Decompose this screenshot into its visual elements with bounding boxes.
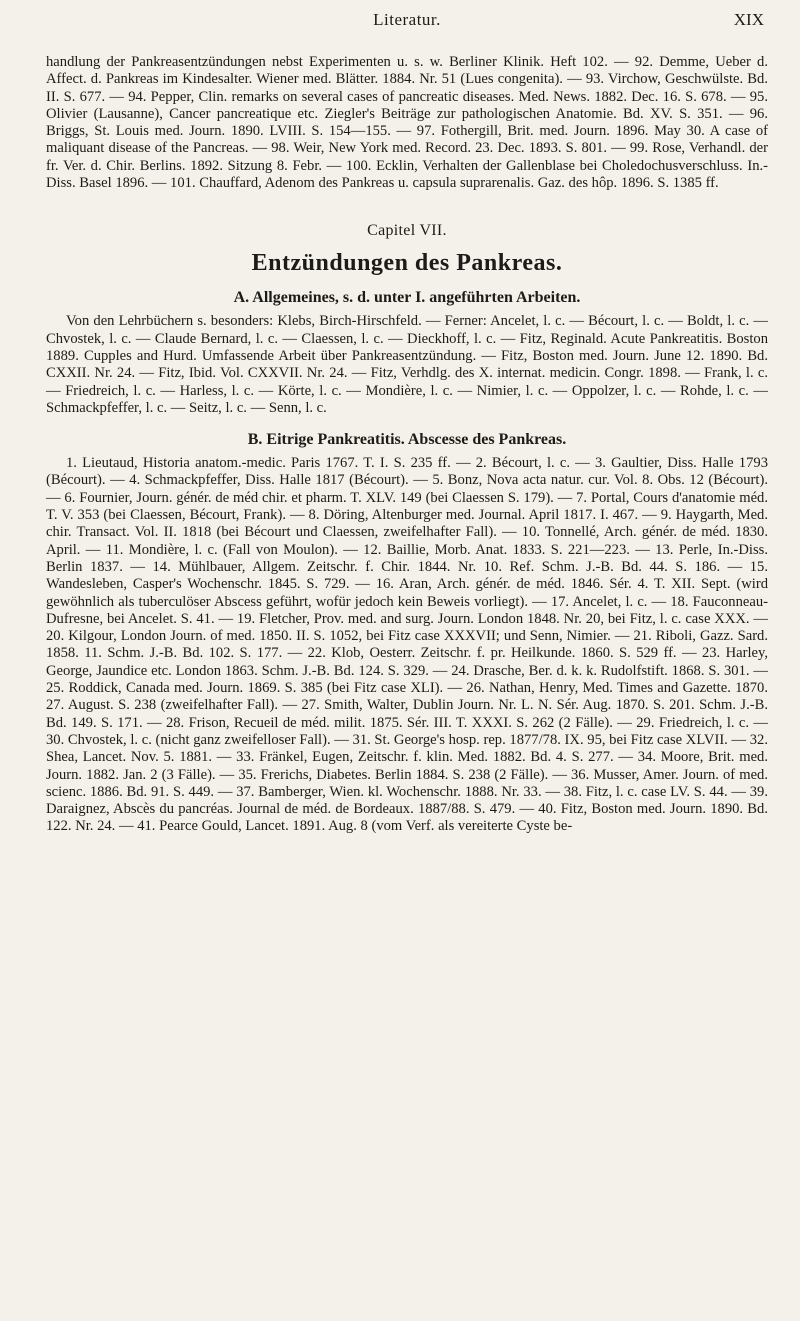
running-head [46, 0, 768, 54]
running-head-title: Literatur. [373, 10, 441, 29]
section-a-text: Von den Lehrbüchern s. besonders: Klebs, Birch-Hirschfeld. — Ferner: Ancelet, l. c. — Bécourt, l. c. — Boldt, l. c. — Chvostek, l. c. — Claude Bernard, l. c. — Claessen, l. c. — Dieckhoff, l. c. — Fitz, Reginald. Acute Pankreatitis. Boston 1889. Cupples and Hurd. Umfassende Arbeit über Pankreasentzündung. — Fitz, Boston med. Journ. June 12. 1890. Bd. CXXII. Nr. 24. — Fitz, Ibid. Vol. CXXVII. Nr. 24. — Fitz, Verhdlg. des X. internat. medicin. Congr. 1898. — Frank, l. c. — Friedreich, l. c. — Harless, l. c. — Körte, l. c. — Mondière, l. c. — Nimier, l. c. — Oppolzer, l. c. — Rohde, l. c. — Schmackpfeffer, l. c. — Seitz, l. c. — Senn, l. c. [46, 313, 768, 416]
continued-references: handlung der Pankreasentzündungen nebst Experimenten u. s. w. Berliner Klinik. Heft 102. — 92. Demme, Ueber d. Affect. d. Pankreas im Kindesalter. Wiener med. Blätter. 1884. Nr. 51 (Lues congenita). — 93. Virchow, Geschwülste. Bd. II. S. 677. — 94. Pepper, Clin. remarks on several cases of pancreatic diseases. Med. News. 1882. Dec. 16. S. 678. — 95. Olivier (Lausanne), Cancer pancreatique etc. Ziegler's Beiträge zur pathologischen Anatomie. Bd. XV. S. 351. — 96. Briggs, St. Louis med. Journ. 1890. LVIII. S. 154—155. — 97. Fothergill, Brit. med. Journ. 1896. May 30. A case of maliquant disease of the Pancreas. — 98. Weir, New York med. Record. 23. Dec. 1893. S. 801. — 99. Rose, Verhandl. der fr. Ver. d. Chir. Berlins. 1892. Sitzung 8. Febr. — 100. Ecklin, Verhalten der Gallenblase bei Choledochusverschluss. In.-Diss. Basel 1896. — 101. Chauffard, Adenom des Pankreas u. capsula suprarenalis. Gaz. des hôp. 1896. S. 1385 ff. [46, 54, 768, 192]
section-b-text: 1. Lieutaud, Historia anatom.-medic. Paris 1767. T. I. S. 235 ff. — 2. Bécourt, l. c. — 3. Gaultier, Diss. Halle 1793 (Bécourt). — 4. Schmackpfeffer, Diss. Halle 1817 (Bécourt). — 5. Bonz, Nova acta natur. cur. Vol. 8. Obs. 12 (Bécourt). — 6. Fournier, Journ. génér. de méd chir. et pharm. T. XLV. 149 (bei Claessen S. 179). — 7. Portal, Cours d'anatomie méd. T. V. 353 (bei Claessen, Bécourt, Frank). — 8. Döring, Altenburger med. Journal. April 1817. I. 467. — 9. Haygarth, Med. chir. Transact. Vol. II. 1818 (bei Bécourt und Claessen, zweifelhafter Fall). — 10. Tonnellé, Arch. génér. de méd. 1830. April. — 11. Mondière, l. c. (Fall von Moulon). — 12. Baillie, Morb. Anat. 1833. S. 221—223. — 13. Perle, In.-Diss. Berlin 1837. — 14. Mühlbauer, Allgem. Zeitschr. f. Chir. 1844. Nr. 10. Ref. Schm. J.-B. Bd. 44. S. 186. — 15. Wandesleben, Casper's Wochenschr. 1845. S. 729. — 16. Aran, Arch. génér. de méd. 1846. Sér. 4. T. XII. Sept. (wird gewöhnlich als tuberculöser Abscess geführt, wofür jedoch kein Beweis vorliegt). — 17. Ancelet, l. c. — 18. Fauconneau-Dufresne, bei Ancelet. S. 41. — 19. Fletcher, Prov. med. and surg. Journ. London 1848. Nr. 20, bei Fitz, l. c. case XXX. — 20. Kilgour, London Journ. of med. 1850. II. S. 1052, bei Fitz case XXXVII; und Senn, Nimier. — 21. Riboli, Gazz. Sard. 1858. 11. Schm. J.-B. Bd. 102. S. 177. — 22. Klob, Oesterr. Zeitschr. f. pr. Heilkunde. 1860. S. 529 ff. — 23. Harley, George, Jaundice etc. London 1863. Schm. J.-B. Bd. 124. S. 329. — 24. Drasche, Ber. d. k. k. Rudolfstift. 1868. S. 301. — 25. Roddick, Canada med. Journ. 1869. S. 385 (bei Fitz case XLI). — 26. Nathan, Henry, Med. Times and Gazette. 1870. 27. August. S. 238 (zweifelhafter Fall). — 27. Smith, Walter, Dublin Journ. Nr. L. N. Sér. Aug. 1870. S. 201. Schm. J.-B. Bd. 149. S. 171. — 28. Frison, Recueil de méd. milit. 1875. Sér. III. T. XXXI. S. 262 (2 Fälle). — 29. Friedreich, l. c. — 30. Chvostek, l. c. (nicht ganz zweifelloser Fall). — 31. St. George's hosp. rep. 1877/78. IX. 95, bei Fitz case XLVII. — 32. Shea, Lancet. Nov. 5. 1881. — 33. Fränkel, Eugen, Zeitschr. f. klin. Med. 1882. Bd. 4. S. 277. — 34. Moore, Brit. med. Journ. 1882. Jan. 2 (3 Fälle). — 35. Frerichs, Diabetes. Berlin 1884. S. 238 (2 Fälle). — 36. Musser, Amer. Journ. of med. scienc. 1886. Bd. 91. S. 449. — 37. Bamberger, Wien. kl. Wochenschr. 1888. Nr. 33. — 38. Fitz, l. c. case LV. S. 44. — 39. Daraignez, Abscès du pancréas. Journal de méd. de Bordeaux. 1887/88. S. 479. — 40. Fitz, Boston med. Journ. 1890. Bd. 122. Nr. 24. — 41. Pearce Gould, Lancet. 1891. Aug. 8 (vom Verf. als vereiterte Cyste be- [46, 455, 768, 835]
section-a-heading: A. Allgemeines, s. d. unter I. angeführten Arbeiten. [233, 289, 581, 307]
section-b-heading: B. Eitrige Pankreatitis. Abscesse des Pankreas. [247, 431, 567, 449]
page-number: XIX [733, 10, 764, 29]
chapter-label: Capitel VII. [367, 222, 447, 240]
chapter-title: Entzündungen des Pankreas. [251, 250, 563, 277]
